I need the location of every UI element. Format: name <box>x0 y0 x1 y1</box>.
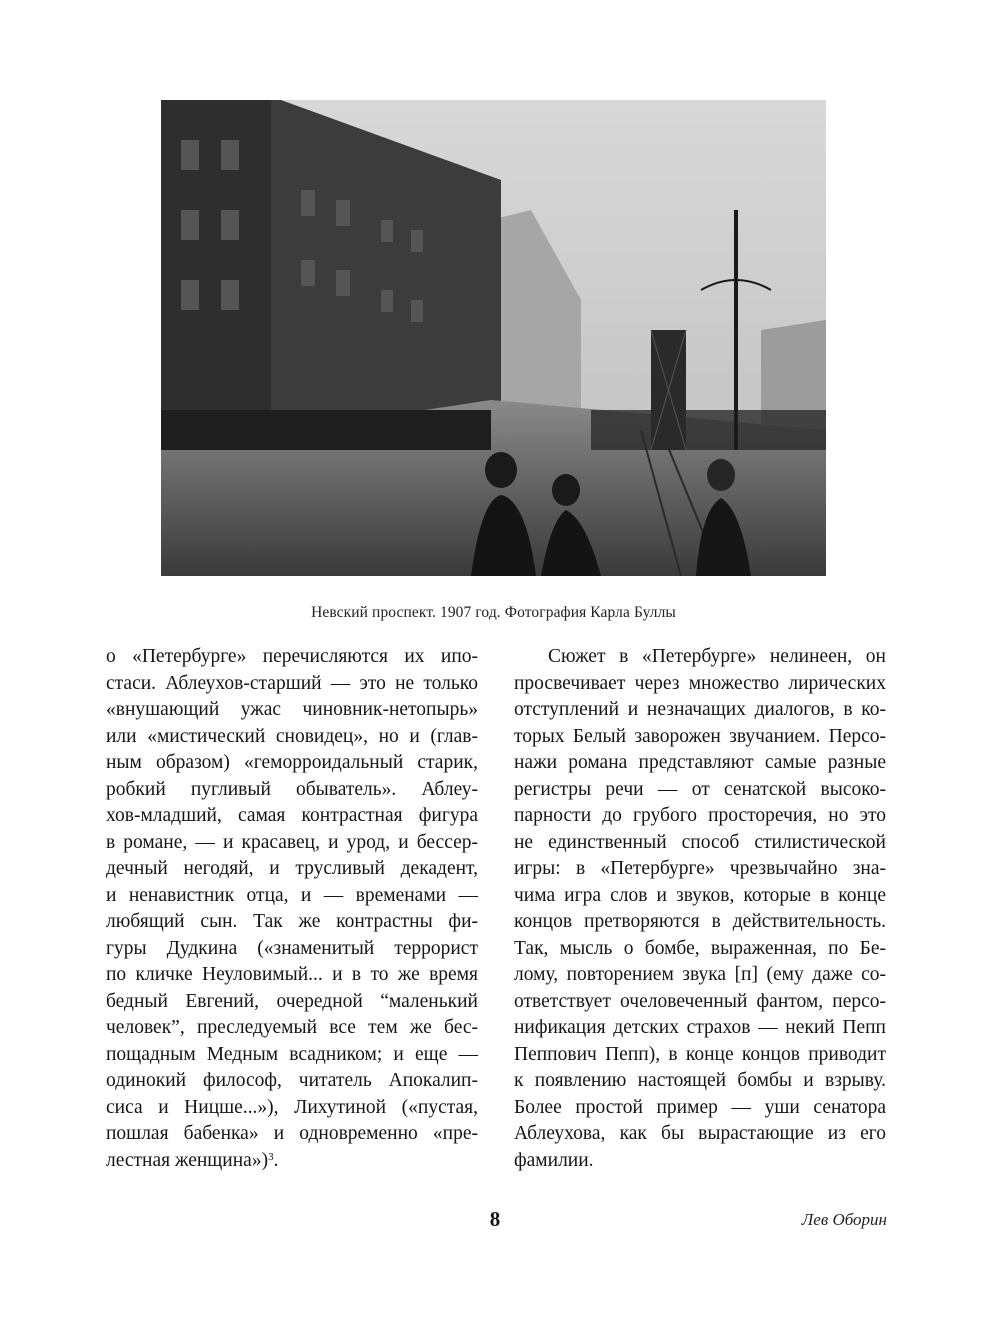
text-line: лестная женщина») <box>106 1149 269 1171</box>
text-line: Пеппович Пепп), в конце концов приводит <box>514 1043 886 1065</box>
text-line: пощадным Медным всадником; и еще — <box>106 1043 478 1065</box>
text-line: Так, мысль о бомбе, выраженная, по Бе- <box>514 937 886 959</box>
text-line: любящий сын. Так же контрастны фи- <box>106 911 478 932</box>
text-line: игры: в «Петербурге» чрезвычайно зна- <box>514 858 886 879</box>
text-line-final <box>106 1148 478 1175</box>
text-line: человек”, преследуемый все тем же бес- <box>106 1017 478 1038</box>
text-line: лому, повторением звука [п] (ему даже со- <box>514 964 886 985</box>
text-line: фамилии. <box>514 1149 594 1171</box>
text-line: ответствует очеловеченный фантом, персо- <box>514 990 886 1012</box>
text-line: сиса и Ницше...»), Лихутиной («пустая, <box>106 1096 478 1118</box>
text-line: пошлая бабенка» и одновременно «пре- <box>106 1123 478 1144</box>
text-line: нажи романа представляют самые разные <box>514 752 886 773</box>
text-line: гуры Дудкина («знаменитый террорист <box>106 937 478 959</box>
text-line: Более простой пример — уши сенатора <box>514 1096 886 1118</box>
text-line: стаси. Аблеухов-старший — это не только <box>106 672 478 694</box>
text-line: о «Петербурге» перечисляются их ипо- <box>106 646 478 667</box>
text-line: хов-младший, самая контрастная фигура <box>106 805 478 826</box>
text-line: чима игра слов и звуков, которые в конце <box>514 884 886 906</box>
text-line: отступлений и незначащих диалогов, в ко- <box>514 699 886 720</box>
text-line: к появлению настоящей бомбы и взрыву. <box>514 1070 886 1091</box>
text-line: просвечивает через множество лирических <box>514 672 886 694</box>
nevsky-prospect-photo <box>161 100 826 576</box>
text-line: в романе, — и красавец, и урод, и бессер- <box>106 831 478 853</box>
text-line: бедный Евгений, очередной “маленький <box>106 990 478 1012</box>
text-line: торых Белый заворожен звучанием. Персо- <box>514 725 886 747</box>
page-number: 8 <box>489 1207 501 1231</box>
period: . <box>273 1149 279 1171</box>
text-line: одинокий философ, читатель Апокалип- <box>106 1070 478 1091</box>
figure-caption: Невский проспект. 1907 год. Фотография Карла Буллы <box>311 604 676 621</box>
text-line: или «мистический сновидец», но и (глав- <box>106 725 478 747</box>
figure-photograph <box>161 100 826 576</box>
text-line: регистры речи — от сенатской высоко- <box>514 778 886 800</box>
text-line: не единственный способ стилистической <box>514 831 886 853</box>
text-line: Аблеухова, как бы вырастающие из его <box>514 1123 886 1144</box>
text-line: «внушающий ужас чиновник-нетопырь» <box>106 699 478 720</box>
text-line: и ненавистник отца, и — временами — <box>106 884 478 906</box>
text-line: концов претворяются в действительность. <box>514 911 886 932</box>
text-line: ным образом) «геморроидальный старик, <box>106 752 478 773</box>
text-line: нификация детских страхов — некий Пепп <box>514 1017 886 1038</box>
left-text-column <box>106 644 478 1174</box>
text-line: дечный негодяй, и трусливый декадент, <box>106 858 478 879</box>
running-footer-author: Лев Оборин <box>801 1210 887 1229</box>
text-line: Сюжет в «Петербурге» нелинеен, он <box>548 646 886 667</box>
footnote-mark[interactable]: 3 <box>268 1150 274 1163</box>
right-text-column <box>514 644 886 1174</box>
text-line: по кличке Неуловимый... и в то же время <box>106 964 478 985</box>
text-line: парности до грубого просторечия, но это <box>514 805 886 826</box>
text-line: робкий пугливый обыватель». Аблеу- <box>106 778 478 800</box>
